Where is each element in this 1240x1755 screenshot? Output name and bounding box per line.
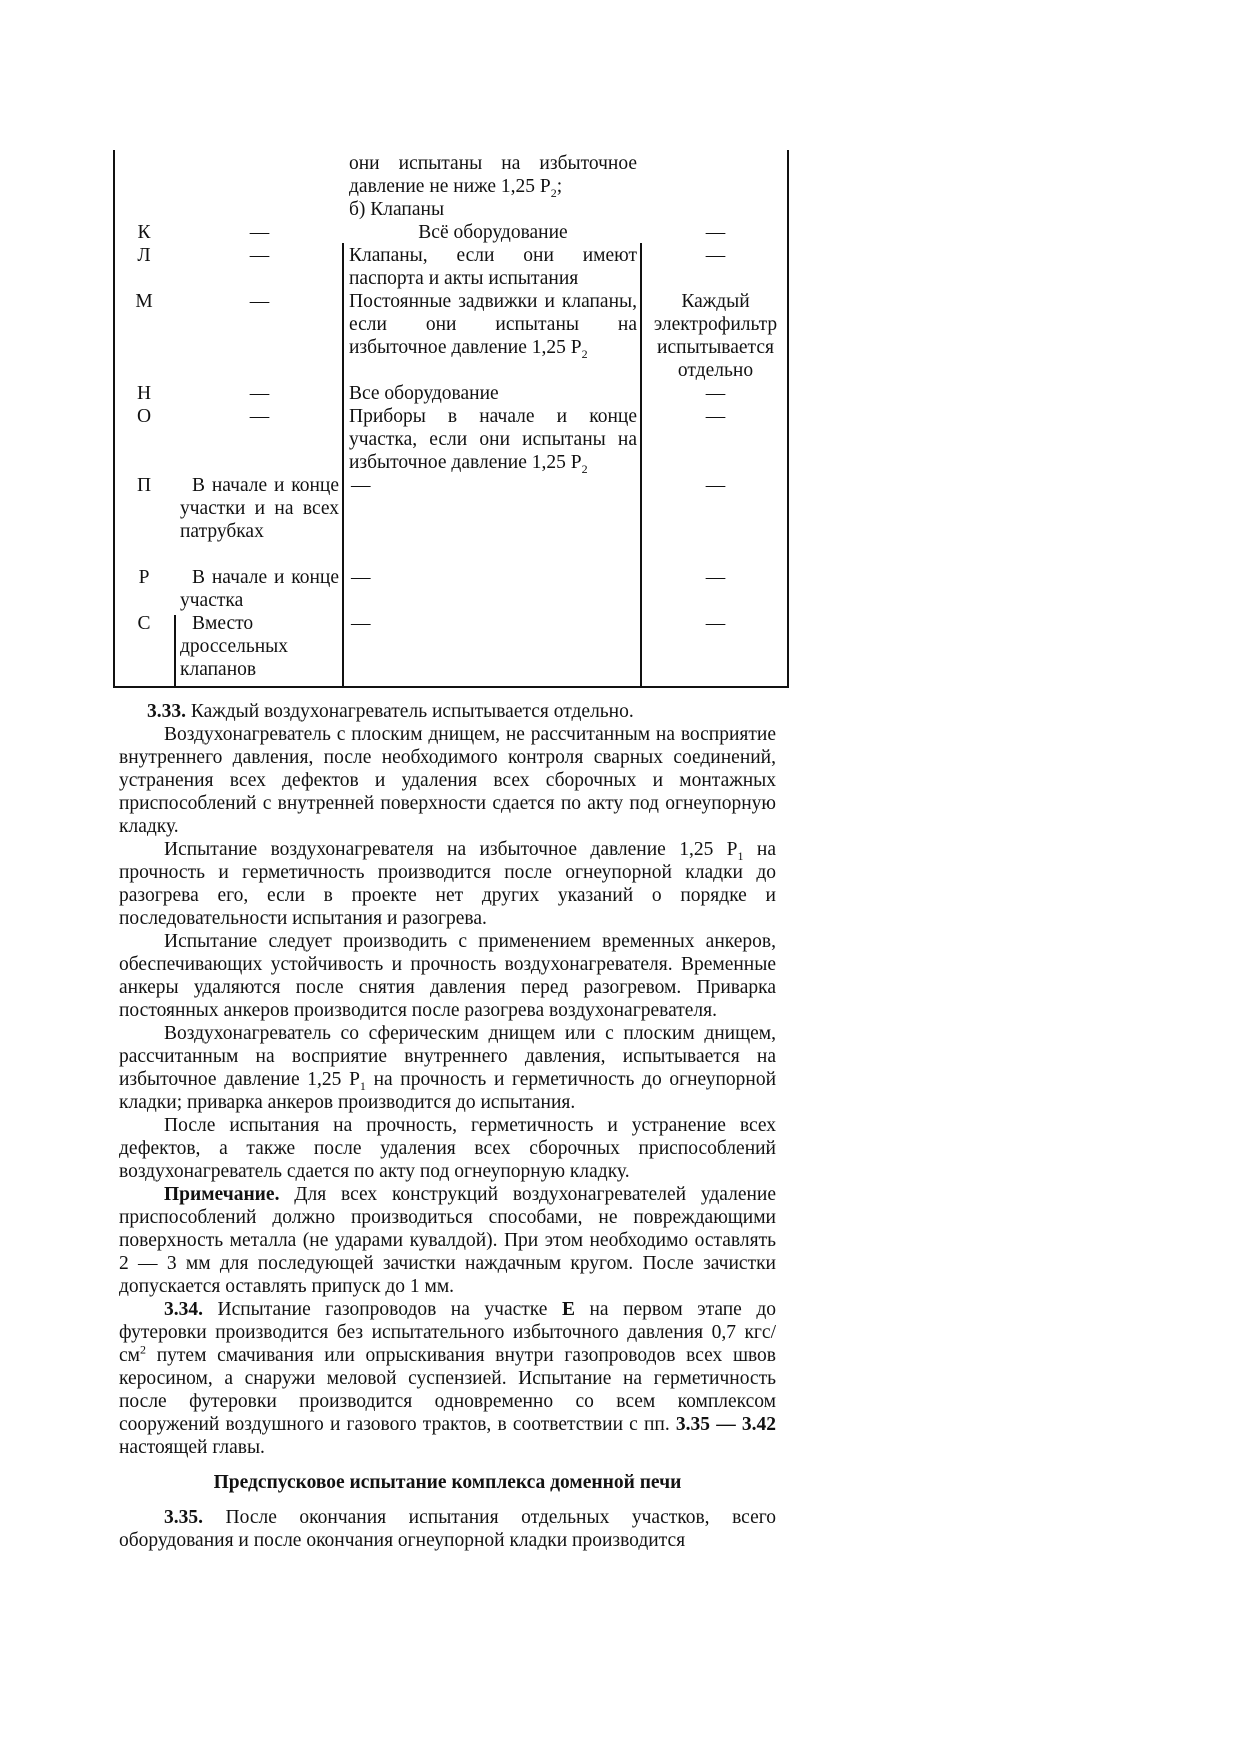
equipment-table (113, 150, 789, 688)
row-r-col2: В начале и конце участка (180, 567, 339, 611)
row-o-col3: Приборы в начале и конце участка, если они испытаны на избыточное давление 1,25 $Р_2$ (349, 406, 637, 476)
row-r-col4: — (705, 567, 726, 588)
row-p-col2: В начале и конце участки и на всех патрубках (180, 475, 339, 542)
row-n-col2: — (249, 383, 270, 404)
row-l-col4: — (705, 245, 726, 266)
row-l-col3: Клапаны, если они имеют паспорта и акты испытания (349, 245, 637, 289)
row-p-col3: — (351, 475, 371, 496)
section-heading: Предспусковое испытание комплекса доменной печи (213, 1472, 682, 1493)
row-k-col3: Всё оборудование (418, 222, 568, 243)
row-n-col4: — (705, 383, 726, 404)
row-s-letter: С (137, 613, 151, 634)
row-l-letter: Л (137, 245, 151, 266)
body-text (119, 700, 776, 1552)
row-m-col4: Каждый электрофильтр испытывается отдельно (653, 291, 778, 381)
row-n-col3: Все оборудование (349, 383, 499, 404)
row-s-col4: — (705, 613, 726, 634)
row-k-letter: К (137, 222, 151, 243)
note-label: Примечание. (164, 1184, 280, 1205)
row-k-col2: — (249, 222, 270, 243)
row-m-letter: М (135, 291, 153, 312)
row-k-col4: — (705, 222, 726, 243)
paragraph-spherical-bottom: Воздухонагреватель со сферическим днищем или с плоским днищем, рассчитанным на восприятие внутреннего давления, испытывается на избыточное давление 1,25 $Р_1$ на прочность и герметичность до огнеупорной кладки; приварка анкеров производится до испытания. (119, 1023, 777, 1113)
paragraph-anchors: Испытание следует производить с применением временных анкеров, обеспечивающих устойчивость и прочность воздухонагревателя. Временные анкеры удаляются после снятия давления перед разогревом. Приварка постоянных анкеров производится после разогрева воздухонагревателя. (119, 931, 776, 1021)
row-o-col2: — (249, 406, 270, 427)
clause-number: 3.35. (164, 1507, 203, 1528)
row-s-col2: Вместо дроссельных клапанов (180, 613, 289, 680)
paragraph-note: Примечание. Для всех конструкций воздухонагревателей удаление приспособлений должно производиться способами, не повреждающими поверхность металла (не ударами кувалдой). При этом необходимо оставлять 2 — 3 мм для последующей зачистки наждачным кругом. После зачистки допускается оставлять припуск до 1 мм. (119, 1184, 776, 1297)
clause-reference: 3.35 — 3.42 (675, 1414, 777, 1435)
row-o-letter: О (136, 406, 152, 427)
paragraph-3-33: 3.33. Каждый воздухонагреватель испытывается отдельно. (147, 701, 634, 722)
clause-number: 3.34. (164, 1299, 203, 1320)
row-l-col2: — (249, 245, 270, 266)
row-r-letter: Р (138, 567, 150, 588)
row-m-col3: Постоянные задвижки и клапаны, если они испытаны на избыточное давление 1,25 $Р_2$ (349, 291, 637, 361)
paragraph-after-test: После испытания на прочность, герметичность и устранение всех дефектов, а также после удаления всех сборочных приспособлений воздухонагреватель сдается по акту под огнеупорную кладку. (119, 1115, 776, 1182)
paragraph-3-34: 3.34. Испытание газопроводов на участке Е на первом этапе до футеровки производится без испытательного избыточного давления 0,7 кгс/$см^2$ путем смачивания или опрыскивания внутри газопроводов всех швов керосином, а снаружи меловой суспензией. Испытание на герметичность после футеровки производится одновременно со всем комплексом сооружений воздушного и газового трактов, в соответствии с пп. 3.35 — 3.42 настоящей главы. (119, 1299, 777, 1458)
row-r-col3: — (351, 567, 371, 588)
table-border-bottom (113, 686, 789, 688)
clause-number: 3.33. (147, 701, 186, 722)
table-divider-col4 (640, 243, 642, 688)
table-cont-line-3: б) Клапаны (349, 199, 445, 220)
row-p-letter: П (136, 475, 152, 496)
row-s-col3: — (351, 613, 371, 634)
paragraph-3-35: 3.35. После окончания испытания отдельных участков, всего оборудования и после окончания огнеупорной кладки производится (119, 1507, 776, 1551)
paragraph-flat-bottom: Воздухонагреватель с плоским днищем, не рассчитанным на восприятие внутреннего давления, после необходимого контроля сварных соединений, устранения всех дефектов и удаления всех сборочных и монтажных приспособлений с внутренней поверхности сдается по акту под огнеупорную кладку. (119, 724, 776, 837)
table-cont-line-1: они испытаны на избыточное (349, 153, 637, 174)
row-p-col4: — (705, 475, 726, 496)
paragraph-test-heater: Испытание воздухонагревателя на избыточное давление 1,25 $Р_1$ на прочность и герметичность производится после огнеупорной кладки до разогрева его, если в проекте нет других указаний о порядке и последовательности испытания и разогрева. (119, 839, 776, 929)
table-cont-line-2: давление не ниже 1,25 $Р_2$; (349, 176, 563, 200)
row-n-letter: Н (136, 383, 152, 404)
row-o-col4: — (705, 406, 726, 427)
row-m-col2: — (249, 291, 270, 312)
